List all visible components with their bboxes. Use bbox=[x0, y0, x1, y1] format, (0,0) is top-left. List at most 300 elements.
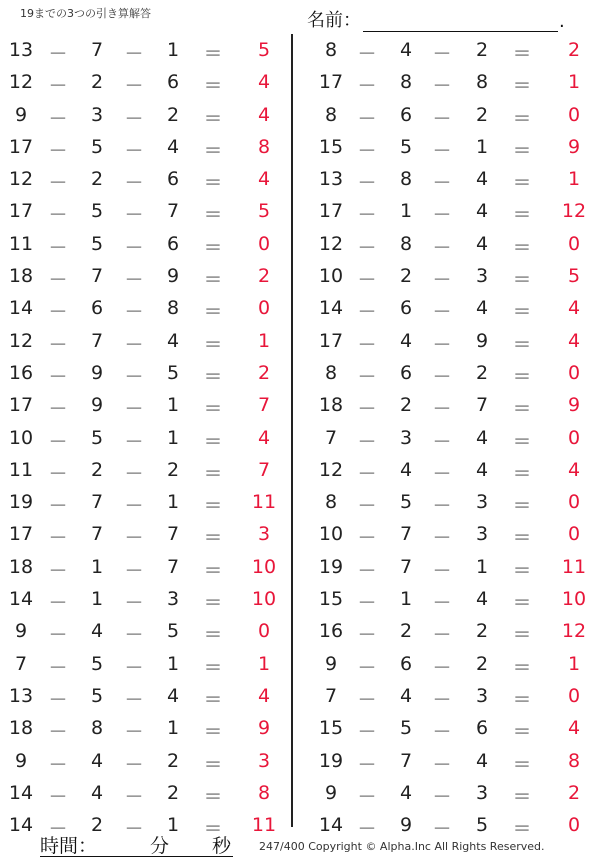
subtrahend-1: 5 bbox=[90, 684, 104, 707]
subtrahend-2: 3 bbox=[475, 523, 489, 546]
answer: 4 bbox=[567, 329, 581, 352]
minus-sign: － bbox=[48, 172, 68, 195]
subtrahend-1: 5 bbox=[399, 491, 413, 514]
minus-sign: － bbox=[432, 236, 452, 259]
subtrahend-2: 3 bbox=[475, 781, 489, 804]
problem-row bbox=[300, 423, 600, 455]
minus-sign: － bbox=[124, 75, 144, 98]
name-period: . bbox=[559, 11, 565, 32]
minus-sign: － bbox=[357, 785, 377, 808]
minus-sign: － bbox=[124, 495, 144, 518]
minus-sign: － bbox=[124, 139, 144, 162]
subtrahend-2: 2 bbox=[166, 781, 180, 804]
answer: 0 bbox=[567, 361, 581, 384]
minus-sign: － bbox=[357, 527, 377, 550]
minus-sign: － bbox=[48, 785, 68, 808]
minus-sign: － bbox=[124, 236, 144, 259]
equals-sign: ＝ bbox=[512, 656, 532, 679]
minus-sign: － bbox=[124, 333, 144, 356]
problem-row bbox=[0, 326, 290, 358]
equals-sign: ＝ bbox=[512, 559, 532, 582]
subtrahend-1: 3 bbox=[399, 426, 413, 449]
minus-sign: － bbox=[124, 398, 144, 421]
subtrahend-2: 1 bbox=[166, 717, 180, 740]
subtrahend-1: 5 bbox=[90, 652, 104, 675]
answer: 11 bbox=[561, 555, 587, 578]
minuend: 15 bbox=[318, 588, 344, 611]
minuend: 17 bbox=[318, 200, 344, 223]
problem-row bbox=[0, 423, 290, 455]
minus-sign: － bbox=[48, 365, 68, 388]
subtrahend-2: 4 bbox=[475, 168, 489, 191]
subtrahend-2: 2 bbox=[166, 103, 180, 126]
problem-row bbox=[300, 67, 600, 99]
minuend: 7 bbox=[324, 426, 338, 449]
minus-sign: － bbox=[432, 204, 452, 227]
minus-sign: － bbox=[357, 139, 377, 162]
problem-row bbox=[300, 810, 600, 842]
subtrahend-1: 9 bbox=[90, 361, 104, 384]
answer: 11 bbox=[251, 814, 277, 837]
subtrahend-1: 7 bbox=[90, 265, 104, 288]
subtrahend-2: 2 bbox=[475, 39, 489, 61]
minus-sign: － bbox=[432, 785, 452, 808]
answer: 9 bbox=[567, 135, 581, 158]
subtrahend-1: 1 bbox=[399, 200, 413, 223]
subtrahend-1: 4 bbox=[90, 781, 104, 804]
name-blank-line bbox=[363, 13, 558, 32]
subtrahend-1: 7 bbox=[399, 749, 413, 772]
minuend: 9 bbox=[324, 652, 338, 675]
subtrahend-1: 7 bbox=[90, 329, 104, 352]
answer: 2 bbox=[567, 781, 581, 804]
minuend: 13 bbox=[8, 39, 34, 61]
time-record bbox=[40, 830, 233, 857]
minus-sign: － bbox=[124, 624, 144, 647]
equals-sign: ＝ bbox=[203, 656, 223, 679]
equals-sign: ＝ bbox=[512, 333, 532, 356]
problem-row bbox=[0, 746, 290, 778]
problem-row bbox=[300, 261, 600, 293]
problem-row bbox=[300, 164, 600, 196]
minus-sign: － bbox=[357, 559, 377, 582]
subtrahend-2: 2 bbox=[475, 103, 489, 126]
minuend: 7 bbox=[324, 684, 338, 707]
subtrahend-2: 4 bbox=[475, 200, 489, 223]
answer: 9 bbox=[567, 394, 581, 417]
minuend: 16 bbox=[318, 620, 344, 643]
problem-row bbox=[0, 261, 290, 293]
problem-row bbox=[0, 584, 290, 616]
subtrahend-1: 2 bbox=[90, 458, 104, 481]
minus-sign: － bbox=[432, 365, 452, 388]
minuend: 12 bbox=[8, 329, 34, 352]
subtrahend-2: 7 bbox=[475, 394, 489, 417]
minus-sign: － bbox=[124, 107, 144, 130]
minus-sign: － bbox=[357, 753, 377, 776]
equals-sign: ＝ bbox=[203, 753, 223, 776]
equals-sign: ＝ bbox=[203, 430, 223, 453]
equals-sign: ＝ bbox=[512, 139, 532, 162]
problem-row bbox=[0, 67, 290, 99]
minuend: 16 bbox=[8, 361, 34, 384]
subtrahend-2: 5 bbox=[475, 814, 489, 837]
minuend: 17 bbox=[8, 135, 34, 158]
problem-row bbox=[0, 455, 290, 487]
answer: 1 bbox=[567, 71, 581, 94]
problem-row bbox=[300, 778, 600, 810]
subtrahend-1: 2 bbox=[90, 71, 104, 94]
equals-sign: ＝ bbox=[203, 333, 223, 356]
problem-row bbox=[0, 681, 290, 713]
problem-row bbox=[0, 293, 290, 325]
problem-row bbox=[300, 455, 600, 487]
minuend: 17 bbox=[8, 394, 34, 417]
answer: 12 bbox=[561, 620, 587, 643]
minuend: 14 bbox=[8, 781, 34, 804]
subtrahend-2: 3 bbox=[475, 265, 489, 288]
answer: 12 bbox=[561, 200, 587, 223]
minus-sign: － bbox=[432, 43, 452, 65]
minus-sign: － bbox=[48, 204, 68, 227]
subtrahend-2: 4 bbox=[475, 297, 489, 320]
answer: 4 bbox=[257, 71, 271, 94]
minuend: 18 bbox=[8, 265, 34, 288]
subtrahend-2: 2 bbox=[475, 652, 489, 675]
equals-sign: ＝ bbox=[512, 269, 532, 292]
minuend: 8 bbox=[324, 39, 338, 61]
subtrahend-1: 4 bbox=[399, 684, 413, 707]
minus-sign: － bbox=[124, 430, 144, 453]
problem-row bbox=[0, 778, 290, 810]
subtrahend-2: 3 bbox=[166, 588, 180, 611]
problem-row bbox=[300, 519, 600, 551]
equals-sign: ＝ bbox=[512, 592, 532, 615]
equals-sign: ＝ bbox=[512, 301, 532, 324]
problem-row bbox=[300, 326, 600, 358]
equals-sign: ＝ bbox=[512, 785, 532, 808]
subtrahend-2: 1 bbox=[166, 39, 180, 61]
minus-sign: － bbox=[48, 495, 68, 518]
minuend: 7 bbox=[14, 652, 28, 675]
equals-sign: ＝ bbox=[203, 527, 223, 550]
minus-sign: － bbox=[124, 818, 144, 841]
answer: 10 bbox=[251, 555, 277, 578]
answer: 7 bbox=[257, 394, 271, 417]
seconds-label: 秒 bbox=[212, 835, 232, 857]
problem-row bbox=[300, 487, 600, 519]
problem-row bbox=[0, 390, 290, 422]
equals-sign: ＝ bbox=[512, 398, 532, 421]
minuend: 13 bbox=[318, 168, 344, 191]
equals-sign: ＝ bbox=[512, 172, 532, 195]
minuend: 18 bbox=[8, 717, 34, 740]
equals-sign: ＝ bbox=[203, 43, 223, 65]
subtrahend-2: 1 bbox=[166, 394, 180, 417]
minus-sign: － bbox=[48, 75, 68, 98]
time-label: 時間： bbox=[40, 835, 98, 857]
minuend: 15 bbox=[318, 717, 344, 740]
equals-sign: ＝ bbox=[203, 172, 223, 195]
minus-sign: － bbox=[357, 688, 377, 711]
equals-sign: ＝ bbox=[203, 462, 223, 485]
subtrahend-2: 4 bbox=[475, 588, 489, 611]
subtrahend-2: 3 bbox=[475, 491, 489, 514]
minus-sign: － bbox=[432, 753, 452, 776]
problem-row bbox=[0, 552, 290, 584]
minuend: 10 bbox=[318, 265, 344, 288]
problem-row bbox=[0, 100, 290, 132]
minus-sign: － bbox=[124, 592, 144, 615]
minuend: 11 bbox=[8, 232, 34, 255]
subtrahend-1: 8 bbox=[399, 232, 413, 255]
subtrahend-1: 7 bbox=[90, 491, 104, 514]
problem-row bbox=[300, 552, 600, 584]
copyright-notice: 247/400 Copyright © Alpha.Inc All Rights Reserved. bbox=[259, 840, 545, 853]
minus-sign: － bbox=[48, 236, 68, 259]
minus-sign: － bbox=[432, 559, 452, 582]
subtrahend-1: 9 bbox=[399, 814, 413, 837]
minus-sign: － bbox=[124, 656, 144, 679]
subtrahend-1: 6 bbox=[399, 652, 413, 675]
minus-sign: － bbox=[124, 269, 144, 292]
minus-sign: － bbox=[357, 236, 377, 259]
minus-sign: － bbox=[432, 592, 452, 615]
subtrahend-1: 2 bbox=[90, 168, 104, 191]
subtrahend-2: 1 bbox=[475, 135, 489, 158]
minuend: 9 bbox=[14, 620, 28, 643]
minuend: 14 bbox=[8, 814, 34, 837]
answer: 5 bbox=[257, 39, 271, 61]
name-label: 名前： bbox=[307, 10, 361, 31]
minus-sign: － bbox=[124, 365, 144, 388]
answer: 4 bbox=[257, 426, 271, 449]
minus-sign: － bbox=[357, 656, 377, 679]
minus-sign: － bbox=[357, 365, 377, 388]
answer: 4 bbox=[257, 684, 271, 707]
problem-row bbox=[0, 35, 290, 67]
minus-sign: － bbox=[124, 559, 144, 582]
minuend: 10 bbox=[8, 426, 34, 449]
equals-sign: ＝ bbox=[203, 785, 223, 808]
right-problem-column bbox=[300, 35, 600, 842]
problem-row bbox=[300, 713, 600, 745]
subtrahend-2: 5 bbox=[166, 620, 180, 643]
answer: 1 bbox=[257, 329, 271, 352]
minuend: 12 bbox=[318, 458, 344, 481]
minus-sign: － bbox=[48, 462, 68, 485]
minus-sign: － bbox=[432, 624, 452, 647]
minus-sign: － bbox=[432, 656, 452, 679]
minus-sign: － bbox=[124, 753, 144, 776]
minus-sign: － bbox=[124, 204, 144, 227]
answer: 8 bbox=[567, 749, 581, 772]
minus-sign: － bbox=[48, 43, 68, 65]
minus-sign: － bbox=[357, 398, 377, 421]
problem-row bbox=[0, 487, 290, 519]
minus-sign: － bbox=[432, 818, 452, 841]
answer: 0 bbox=[567, 814, 581, 837]
minus-sign: － bbox=[357, 172, 377, 195]
equals-sign: ＝ bbox=[203, 398, 223, 421]
subtrahend-1: 4 bbox=[399, 781, 413, 804]
minus-sign: － bbox=[432, 462, 452, 485]
equals-sign: ＝ bbox=[203, 236, 223, 259]
answer: 5 bbox=[257, 200, 271, 223]
subtrahend-1: 6 bbox=[399, 361, 413, 384]
minus-sign: － bbox=[48, 656, 68, 679]
subtrahend-2: 5 bbox=[166, 361, 180, 384]
equals-sign: ＝ bbox=[203, 204, 223, 227]
answer: 7 bbox=[257, 458, 271, 481]
subtrahend-2: 7 bbox=[166, 555, 180, 578]
minus-sign: － bbox=[48, 753, 68, 776]
minuend: 19 bbox=[318, 749, 344, 772]
subtrahend-1: 2 bbox=[399, 620, 413, 643]
minus-sign: － bbox=[48, 527, 68, 550]
subtrahend-1: 5 bbox=[90, 135, 104, 158]
answer: 3 bbox=[257, 523, 271, 546]
subtrahend-1: 7 bbox=[90, 39, 104, 61]
minuend: 12 bbox=[318, 232, 344, 255]
answer: 0 bbox=[567, 426, 581, 449]
minuend: 11 bbox=[8, 458, 34, 481]
answer: 8 bbox=[257, 781, 271, 804]
problem-row bbox=[0, 164, 290, 196]
subtrahend-2: 4 bbox=[166, 329, 180, 352]
minus-sign: － bbox=[48, 592, 68, 615]
minuend: 12 bbox=[8, 71, 34, 94]
problem-row bbox=[300, 746, 600, 778]
left-problem-column bbox=[0, 35, 290, 842]
subtrahend-1: 3 bbox=[90, 103, 104, 126]
minus-sign: － bbox=[432, 269, 452, 292]
minus-sign: － bbox=[357, 430, 377, 453]
equals-sign: ＝ bbox=[512, 495, 532, 518]
minus-sign: － bbox=[357, 107, 377, 130]
minus-sign: － bbox=[432, 333, 452, 356]
subtrahend-2: 2 bbox=[166, 749, 180, 772]
subtrahend-1: 4 bbox=[399, 329, 413, 352]
subtrahend-2: 4 bbox=[166, 684, 180, 707]
minuend: 9 bbox=[14, 749, 28, 772]
equals-sign: ＝ bbox=[512, 43, 532, 65]
minus-sign: － bbox=[357, 818, 377, 841]
subtrahend-2: 9 bbox=[166, 265, 180, 288]
answer: 2 bbox=[567, 39, 581, 61]
minus-sign: － bbox=[357, 301, 377, 324]
equals-sign: ＝ bbox=[512, 365, 532, 388]
subtrahend-2: 2 bbox=[166, 458, 180, 481]
subtrahend-2: 7 bbox=[166, 200, 180, 223]
answer: 1 bbox=[567, 168, 581, 191]
minus-sign: － bbox=[48, 398, 68, 421]
minus-sign: － bbox=[432, 430, 452, 453]
subtrahend-1: 7 bbox=[90, 523, 104, 546]
subtrahend-1: 5 bbox=[90, 200, 104, 223]
subtrahend-1: 8 bbox=[90, 717, 104, 740]
problem-row bbox=[300, 100, 600, 132]
problem-row bbox=[300, 358, 600, 390]
minuend: 9 bbox=[324, 781, 338, 804]
equals-sign: ＝ bbox=[203, 559, 223, 582]
subtrahend-1: 1 bbox=[90, 588, 104, 611]
subtrahend-2: 4 bbox=[475, 458, 489, 481]
minuend: 8 bbox=[324, 361, 338, 384]
minus-sign: － bbox=[432, 688, 452, 711]
subtrahend-2: 4 bbox=[166, 135, 180, 158]
equals-sign: ＝ bbox=[203, 688, 223, 711]
minus-sign: － bbox=[48, 721, 68, 744]
problem-row bbox=[300, 132, 600, 164]
minuend: 12 bbox=[8, 168, 34, 191]
equals-sign: ＝ bbox=[512, 688, 532, 711]
minus-sign: － bbox=[357, 592, 377, 615]
equals-sign: ＝ bbox=[203, 365, 223, 388]
answer: 4 bbox=[567, 717, 581, 740]
problem-row bbox=[0, 358, 290, 390]
minus-sign: － bbox=[124, 688, 144, 711]
minuend: 18 bbox=[318, 394, 344, 417]
subtrahend-1: 2 bbox=[399, 265, 413, 288]
minus-sign: － bbox=[432, 107, 452, 130]
subtrahend-1: 1 bbox=[399, 588, 413, 611]
minuend: 17 bbox=[8, 200, 34, 223]
minus-sign: － bbox=[432, 721, 452, 744]
answer: 2 bbox=[257, 265, 271, 288]
subtrahend-2: 1 bbox=[166, 814, 180, 837]
subtrahend-1: 2 bbox=[90, 814, 104, 837]
subtrahend-1: 5 bbox=[399, 717, 413, 740]
minus-sign: － bbox=[357, 75, 377, 98]
subtrahend-1: 4 bbox=[90, 749, 104, 772]
problem-row bbox=[300, 681, 600, 713]
problem-row bbox=[0, 713, 290, 745]
minus-sign: － bbox=[124, 172, 144, 195]
equals-sign: ＝ bbox=[203, 269, 223, 292]
minuend: 17 bbox=[318, 329, 344, 352]
equals-sign: ＝ bbox=[512, 430, 532, 453]
subtrahend-2: 9 bbox=[475, 329, 489, 352]
minus-sign: － bbox=[48, 818, 68, 841]
minuend: 14 bbox=[318, 297, 344, 320]
problem-row bbox=[300, 196, 600, 228]
problem-row bbox=[0, 649, 290, 681]
equals-sign: ＝ bbox=[512, 236, 532, 259]
minus-sign: － bbox=[48, 559, 68, 582]
minus-sign: － bbox=[124, 462, 144, 485]
answer: 0 bbox=[257, 620, 271, 643]
minuend: 13 bbox=[8, 684, 34, 707]
subtrahend-2: 7 bbox=[166, 523, 180, 546]
minus-sign: － bbox=[48, 139, 68, 162]
equals-sign: ＝ bbox=[203, 75, 223, 98]
subtrahend-1: 7 bbox=[399, 523, 413, 546]
minus-sign: － bbox=[357, 624, 377, 647]
minus-sign: － bbox=[432, 495, 452, 518]
minus-sign: － bbox=[432, 398, 452, 421]
equals-sign: ＝ bbox=[512, 204, 532, 227]
subtrahend-2: 3 bbox=[475, 684, 489, 707]
answer: 3 bbox=[257, 749, 271, 772]
subtrahend-2: 6 bbox=[475, 717, 489, 740]
problem-row bbox=[0, 519, 290, 551]
minuend: 10 bbox=[318, 523, 344, 546]
answer: 10 bbox=[251, 588, 277, 611]
equals-sign: ＝ bbox=[512, 107, 532, 130]
problem-row bbox=[300, 584, 600, 616]
answer: 0 bbox=[567, 232, 581, 255]
